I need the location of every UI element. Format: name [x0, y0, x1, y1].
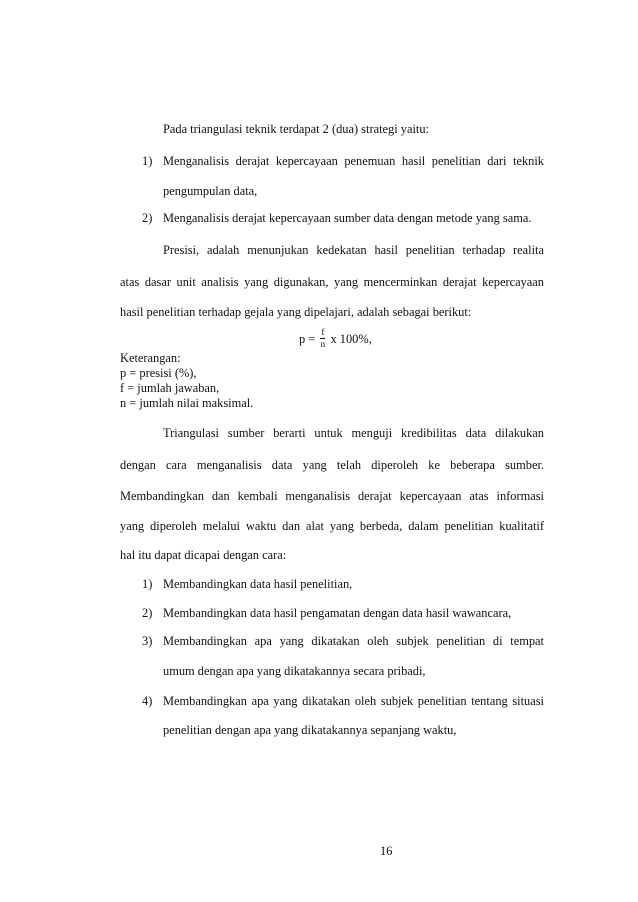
presisi-line-2: atas dasar unit analisis yang digunakan, yang mencerminkan derajat kepercayaan — [120, 275, 544, 289]
presisi-line-3: hasil penelitian terhadap gejala yang dipelajari, adalah sebagai berikut: — [120, 305, 472, 319]
formula-lhs: p = — [299, 331, 316, 346]
strategy-1-line-1: Menganalisis derajat kepercayaan penemuan hasil penelitian dari teknik — [163, 154, 544, 168]
notes-item-n: n = jumlah nilai maksimal. — [120, 396, 254, 410]
sumber-line-1: Triangulasi sumber berarti untuk menguji kredibilitas data dilakukan — [163, 426, 544, 440]
comparison-3-number: 3) — [142, 634, 153, 648]
notes-item-f: f = jumlah jawaban, — [120, 381, 220, 395]
strategy-2-line-1: Menganalisis derajat kepercayaan sumber data dengan metode yang sama. — [163, 211, 532, 225]
formula-fraction — [320, 328, 325, 349]
comparison-3-line-2: umum dengan apa yang dikatakannya secara pribadi, — [163, 664, 426, 678]
comparison-1-number: 1) — [142, 577, 153, 591]
comparison-4-number: 4) — [142, 694, 153, 708]
strategy-2-number: 2) — [142, 211, 153, 225]
sumber-line-3: Membandingkan dan kembali menganalisis derajat kepercayaan atas informasi — [120, 489, 544, 503]
comparison-2-number: 2) — [142, 606, 153, 620]
strategy-1-number: 1) — [142, 154, 153, 168]
strategy-1-line-2: pengumpulan data, — [163, 184, 258, 198]
notes-item-p: p = presisi (%), — [120, 366, 197, 380]
formula-denominator: n — [320, 339, 326, 349]
intro-text: Pada triangulasi teknik terdapat 2 (dua) strategi yaitu: — [163, 122, 429, 136]
comparison-1-line-1: Membandingkan data hasil penelitian, — [163, 577, 353, 591]
comparison-4-line-2: penelitian dengan apa yang dikatakannya sepanjang waktu, — [163, 723, 457, 737]
precision-formula — [299, 328, 372, 358]
formula-numerator: f — [321, 327, 325, 337]
sumber-line-4: yang diperoleh melalui waktu dan alat yang berbeda, dalam penelitian kualitatif — [120, 519, 544, 533]
sumber-line-5: hal itu dapat dicapai dengan cara: — [120, 548, 287, 562]
sumber-line-2: dengan cara menganalisis data yang telah diperoleh ke beberapa sumber. — [120, 458, 544, 472]
page-number: 16 — [380, 844, 393, 858]
formula-rhs: x 100%, — [330, 331, 372, 346]
notes-heading: Keterangan: — [120, 351, 181, 365]
presisi-line-1: Presisi, adalah menunjukan kedekatan hasil penelitian terhadap realita — [163, 243, 544, 257]
comparison-4-line-1: Membandingkan apa yang dikatakan oleh subjek penelitian tentang situasi — [163, 694, 544, 708]
comparison-2-line-1: Membandingkan data hasil pengamatan dengan data hasil wawancara, — [163, 606, 512, 620]
comparison-3-line-1: Membandingkan apa yang dikatakan oleh subjek penelitian di tempat — [163, 634, 544, 648]
